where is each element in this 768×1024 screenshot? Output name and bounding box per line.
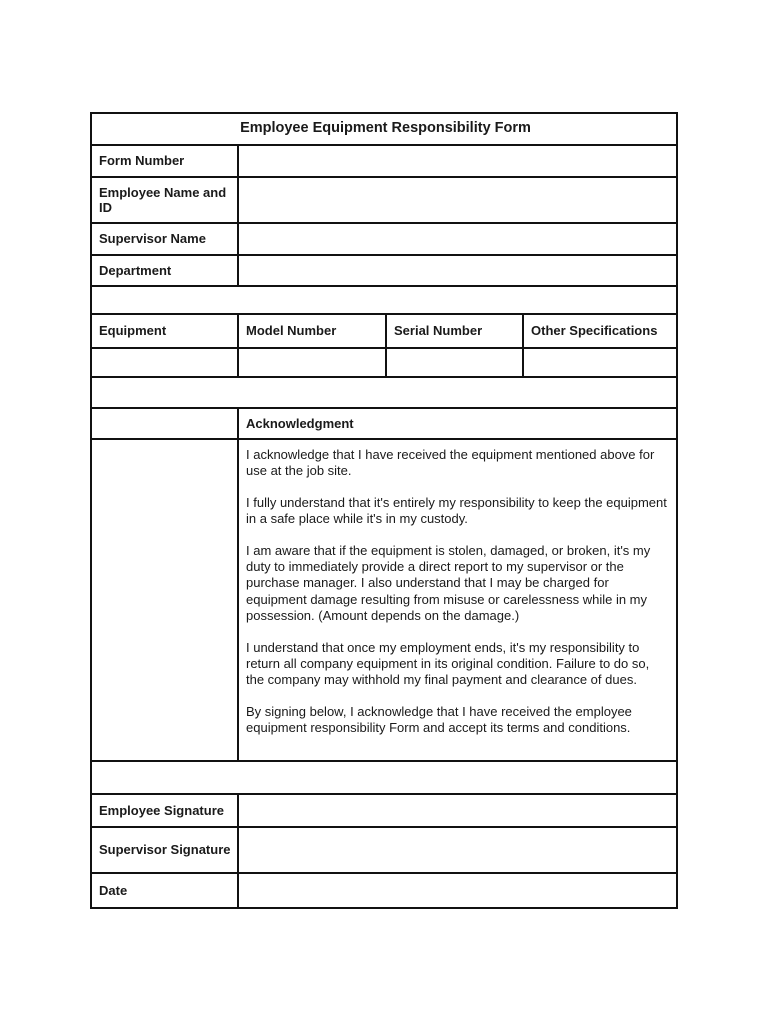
department-label: Department [92,256,239,285]
other-specifications-cell [524,349,676,376]
department-value [239,256,676,285]
spacer-row [92,287,676,315]
employee-signature-row [92,795,676,828]
acknowledgment-paragraph: I fully understand that it's entirely my responsibility to keep the equipment in a safe place while it's in my custody. [246,494,667,527]
serial-number-cell [387,349,524,376]
equipment-responsibility-form [90,112,678,909]
acknowledgment-header: Acknowledgment [246,415,354,431]
supervisor-signature-label: Supervisor Signature [92,828,239,872]
acknowledgment-paragraph: I acknowledge that I have received the equipment mentioned above for use at the job site. [246,447,655,479]
acknowledgment-paragraph: I understand that once my employment ends, it's my responsibility to return all company equipment in its original condition. Failure to do so, the company may withhold my final payment and clearance of dues. [246,639,650,688]
employee-name-id-label: Employee Name and ID [92,178,239,222]
form-title-row [92,114,676,146]
supervisor-signature-value [239,828,676,872]
acknowledgment-body-row [92,440,676,762]
employee-name-id-row [92,178,676,224]
equipment-cell [92,349,239,376]
model-number-col-header: Model Number [239,315,387,347]
date-value [239,874,676,907]
form-number-value [239,146,676,176]
acknowledgment-paragraph: By signing below, I acknowledge that I have received the employee equipment responsibility Form and accept its terms and conditions. [246,703,632,736]
equipment-col-header: Equipment [92,315,239,347]
spacer-row [92,378,676,409]
equipment-data-row [92,349,676,378]
supervisor-name-label: Supervisor Name [92,224,239,254]
acknowledgment-text [239,440,676,760]
supervisor-name-row [92,224,676,256]
model-number-cell [239,349,387,376]
equipment-header-row [92,315,676,349]
supervisor-name-value [239,224,676,254]
acknowledgment-header-row [92,409,676,440]
date-row [92,874,676,907]
form-title: Employee Equipment Responsibility Form [240,120,531,137]
supervisor-signature-row [92,828,676,874]
date-label: Date [92,874,239,907]
acknowledgment-paragraph: I am aware that if the equipment is stolen, damaged, or broken, it's my duty to immediately provide a direct report to my supervisor or the purchase manager. I also understand that I may be charged for equipment damage resulting from misuse or carelessness while in my possession. (Amount depends on the damage.) [246,542,651,624]
employee-signature-label: Employee Signature [92,795,239,826]
serial-number-col-header: Serial Number [387,315,524,347]
department-row [92,256,676,287]
employee-name-id-value [239,178,676,222]
form-number-row [92,146,676,178]
spacer-row [92,762,676,795]
acknowledgment-left-empty-cell [92,409,239,438]
form-number-label: Form Number [92,146,239,176]
employee-signature-value [239,795,676,826]
acknowledgment-left-empty-cell [92,440,239,760]
other-specifications-col-header: Other Specifications [531,323,658,339]
